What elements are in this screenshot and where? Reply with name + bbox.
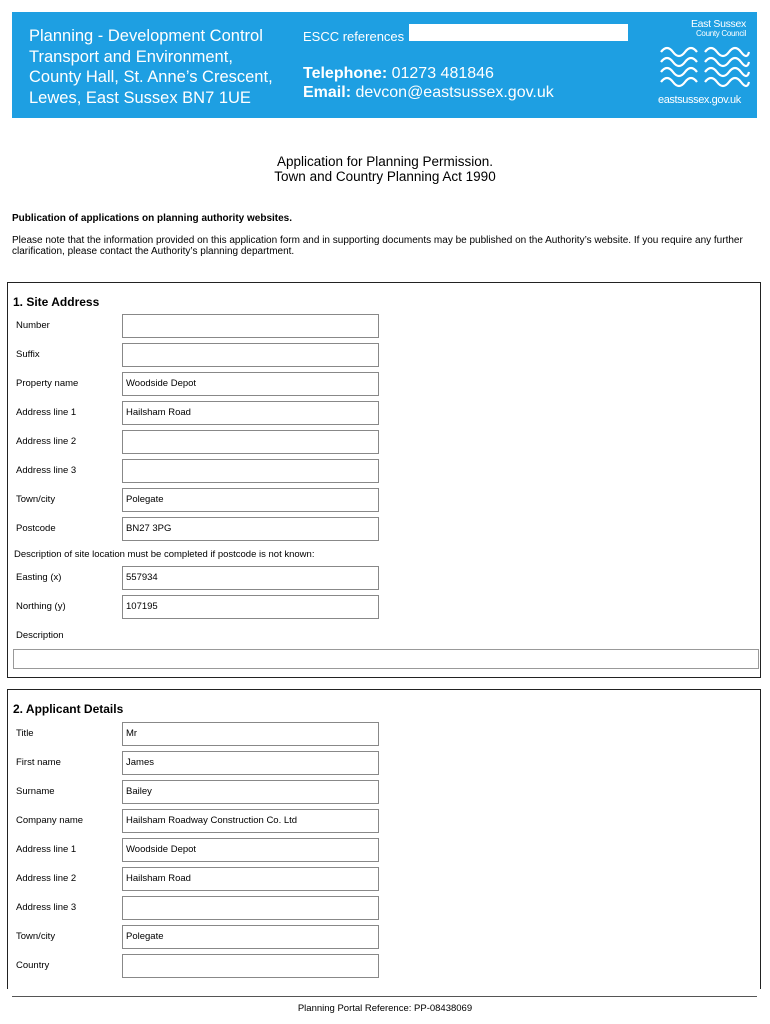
description-field[interactable] <box>13 649 759 669</box>
address-line: County Hall, St. Anne’s Crescent, <box>29 68 273 86</box>
title-field[interactable]: Mr <box>122 722 379 746</box>
address-line: Planning - Development Control <box>29 27 263 45</box>
document-title <box>0 154 770 184</box>
first-name-field[interactable]: James <box>122 751 379 775</box>
field-row <box>8 722 760 746</box>
waves-emblem-icon <box>659 44 751 90</box>
address-line-1-field[interactable]: Hailsham Road <box>122 401 379 425</box>
applicant-details-section <box>7 689 761 989</box>
field-label: First name <box>16 757 61 768</box>
logo-name: East Sussex County Council <box>690 18 746 38</box>
surname-field[interactable]: Bailey <box>122 780 379 804</box>
applicant-address-line-3-field[interactable] <box>122 896 379 920</box>
address-line: Lewes, East Sussex BN7 1UE <box>29 88 251 107</box>
field-row <box>8 751 760 775</box>
field-label: Title <box>16 728 34 739</box>
company-name-field[interactable]: Hailsham Roadway Construction Co. Ltd <box>122 809 379 833</box>
field-label: Address line 2 <box>16 873 77 884</box>
section-title: 2. Applicant Details <box>13 702 124 716</box>
publication-heading: Publication of applications on planning authority websites. <box>12 213 293 224</box>
escc-references-field[interactable] <box>409 24 628 41</box>
field-row <box>8 624 760 648</box>
postcode-field[interactable]: BN27 3PG <box>122 517 379 541</box>
telephone-label: Telephone: <box>303 65 388 82</box>
property-name-field[interactable]: Woodside Depot <box>122 372 379 396</box>
site-address-section <box>7 282 761 678</box>
field-row <box>8 517 760 541</box>
number-field[interactable] <box>122 314 379 338</box>
field-row <box>8 488 760 512</box>
title-line: Town and Country Planning Act 1990 <box>274 169 496 184</box>
field-label: Address line 1 <box>16 844 77 855</box>
field-label: Number <box>16 320 50 331</box>
field-label: Surname <box>16 786 55 797</box>
email-label: Email: <box>303 84 352 101</box>
section-title: 1. Site Address <box>13 295 100 309</box>
field-label: Company name <box>16 815 84 826</box>
field-label: Country <box>16 960 50 971</box>
telephone <box>303 65 494 83</box>
field-label: Postcode <box>16 523 56 534</box>
field-row <box>8 925 760 949</box>
field-row <box>8 809 760 833</box>
field-label: Northing (y) <box>16 601 66 612</box>
address-line-3-field[interactable] <box>122 459 379 483</box>
field-row <box>8 595 760 619</box>
header-banner <box>12 12 757 118</box>
escc-references-label: ESCC references <box>303 29 405 44</box>
field-label: Town/city <box>16 931 56 942</box>
town-city-field[interactable]: Polegate <box>122 488 379 512</box>
suffix-field[interactable] <box>122 343 379 367</box>
field-row <box>8 838 760 862</box>
email-value: devcon@eastsussex.gov.uk <box>355 84 554 101</box>
field-label: Property name <box>16 378 79 389</box>
field-label: Suffix <box>16 349 40 360</box>
portal-reference: Planning Portal Reference: PP-08438069 <box>297 1003 473 1014</box>
easting-field[interactable]: 557934 <box>122 566 379 590</box>
field-label: Address line 2 <box>16 436 77 447</box>
title-line: Application for Planning Permission. <box>276 154 494 169</box>
field-row <box>8 867 760 891</box>
field-row <box>8 459 760 483</box>
council-logo <box>652 20 752 110</box>
field-row <box>8 430 760 454</box>
field-label: Easting (x) <box>16 572 62 583</box>
field-row <box>8 896 760 920</box>
logo-website: eastsussex.gov.uk <box>658 94 741 106</box>
field-row <box>8 401 760 425</box>
field-row <box>8 954 760 978</box>
address-line-2-field[interactable] <box>122 430 379 454</box>
field-label: Address line 1 <box>16 407 77 418</box>
field-row <box>8 566 760 590</box>
applicant-address-line-2-field[interactable]: Hailsham Road <box>122 867 379 891</box>
publication-note: Please note that the information provided on this application form and in supporting documents may be published on the Authority’s website. If you require any further clarification, please contact the Authority’s planning department. <box>12 235 743 257</box>
field-label: Address line 3 <box>16 465 77 476</box>
telephone-value: 01273 481846 <box>391 65 494 82</box>
field-label: Description <box>16 630 64 641</box>
email <box>303 84 554 102</box>
footer-divider <box>12 996 757 997</box>
field-row <box>8 314 760 338</box>
northing-field[interactable]: 107195 <box>122 595 379 619</box>
location-note: Description of site location must be completed if postcode is not known: <box>14 549 315 560</box>
field-label: Address line 3 <box>16 902 77 913</box>
address-line: Transport and Environment, <box>29 47 233 66</box>
country-field[interactable] <box>122 954 379 978</box>
field-row <box>8 372 760 396</box>
applicant-town-city-field[interactable]: Polegate <box>122 925 379 949</box>
field-row <box>8 780 760 804</box>
field-row <box>8 343 760 367</box>
field-label: Town/city <box>16 494 56 505</box>
council-address <box>29 26 273 108</box>
applicant-address-line-1-field[interactable]: Woodside Depot <box>122 838 379 862</box>
